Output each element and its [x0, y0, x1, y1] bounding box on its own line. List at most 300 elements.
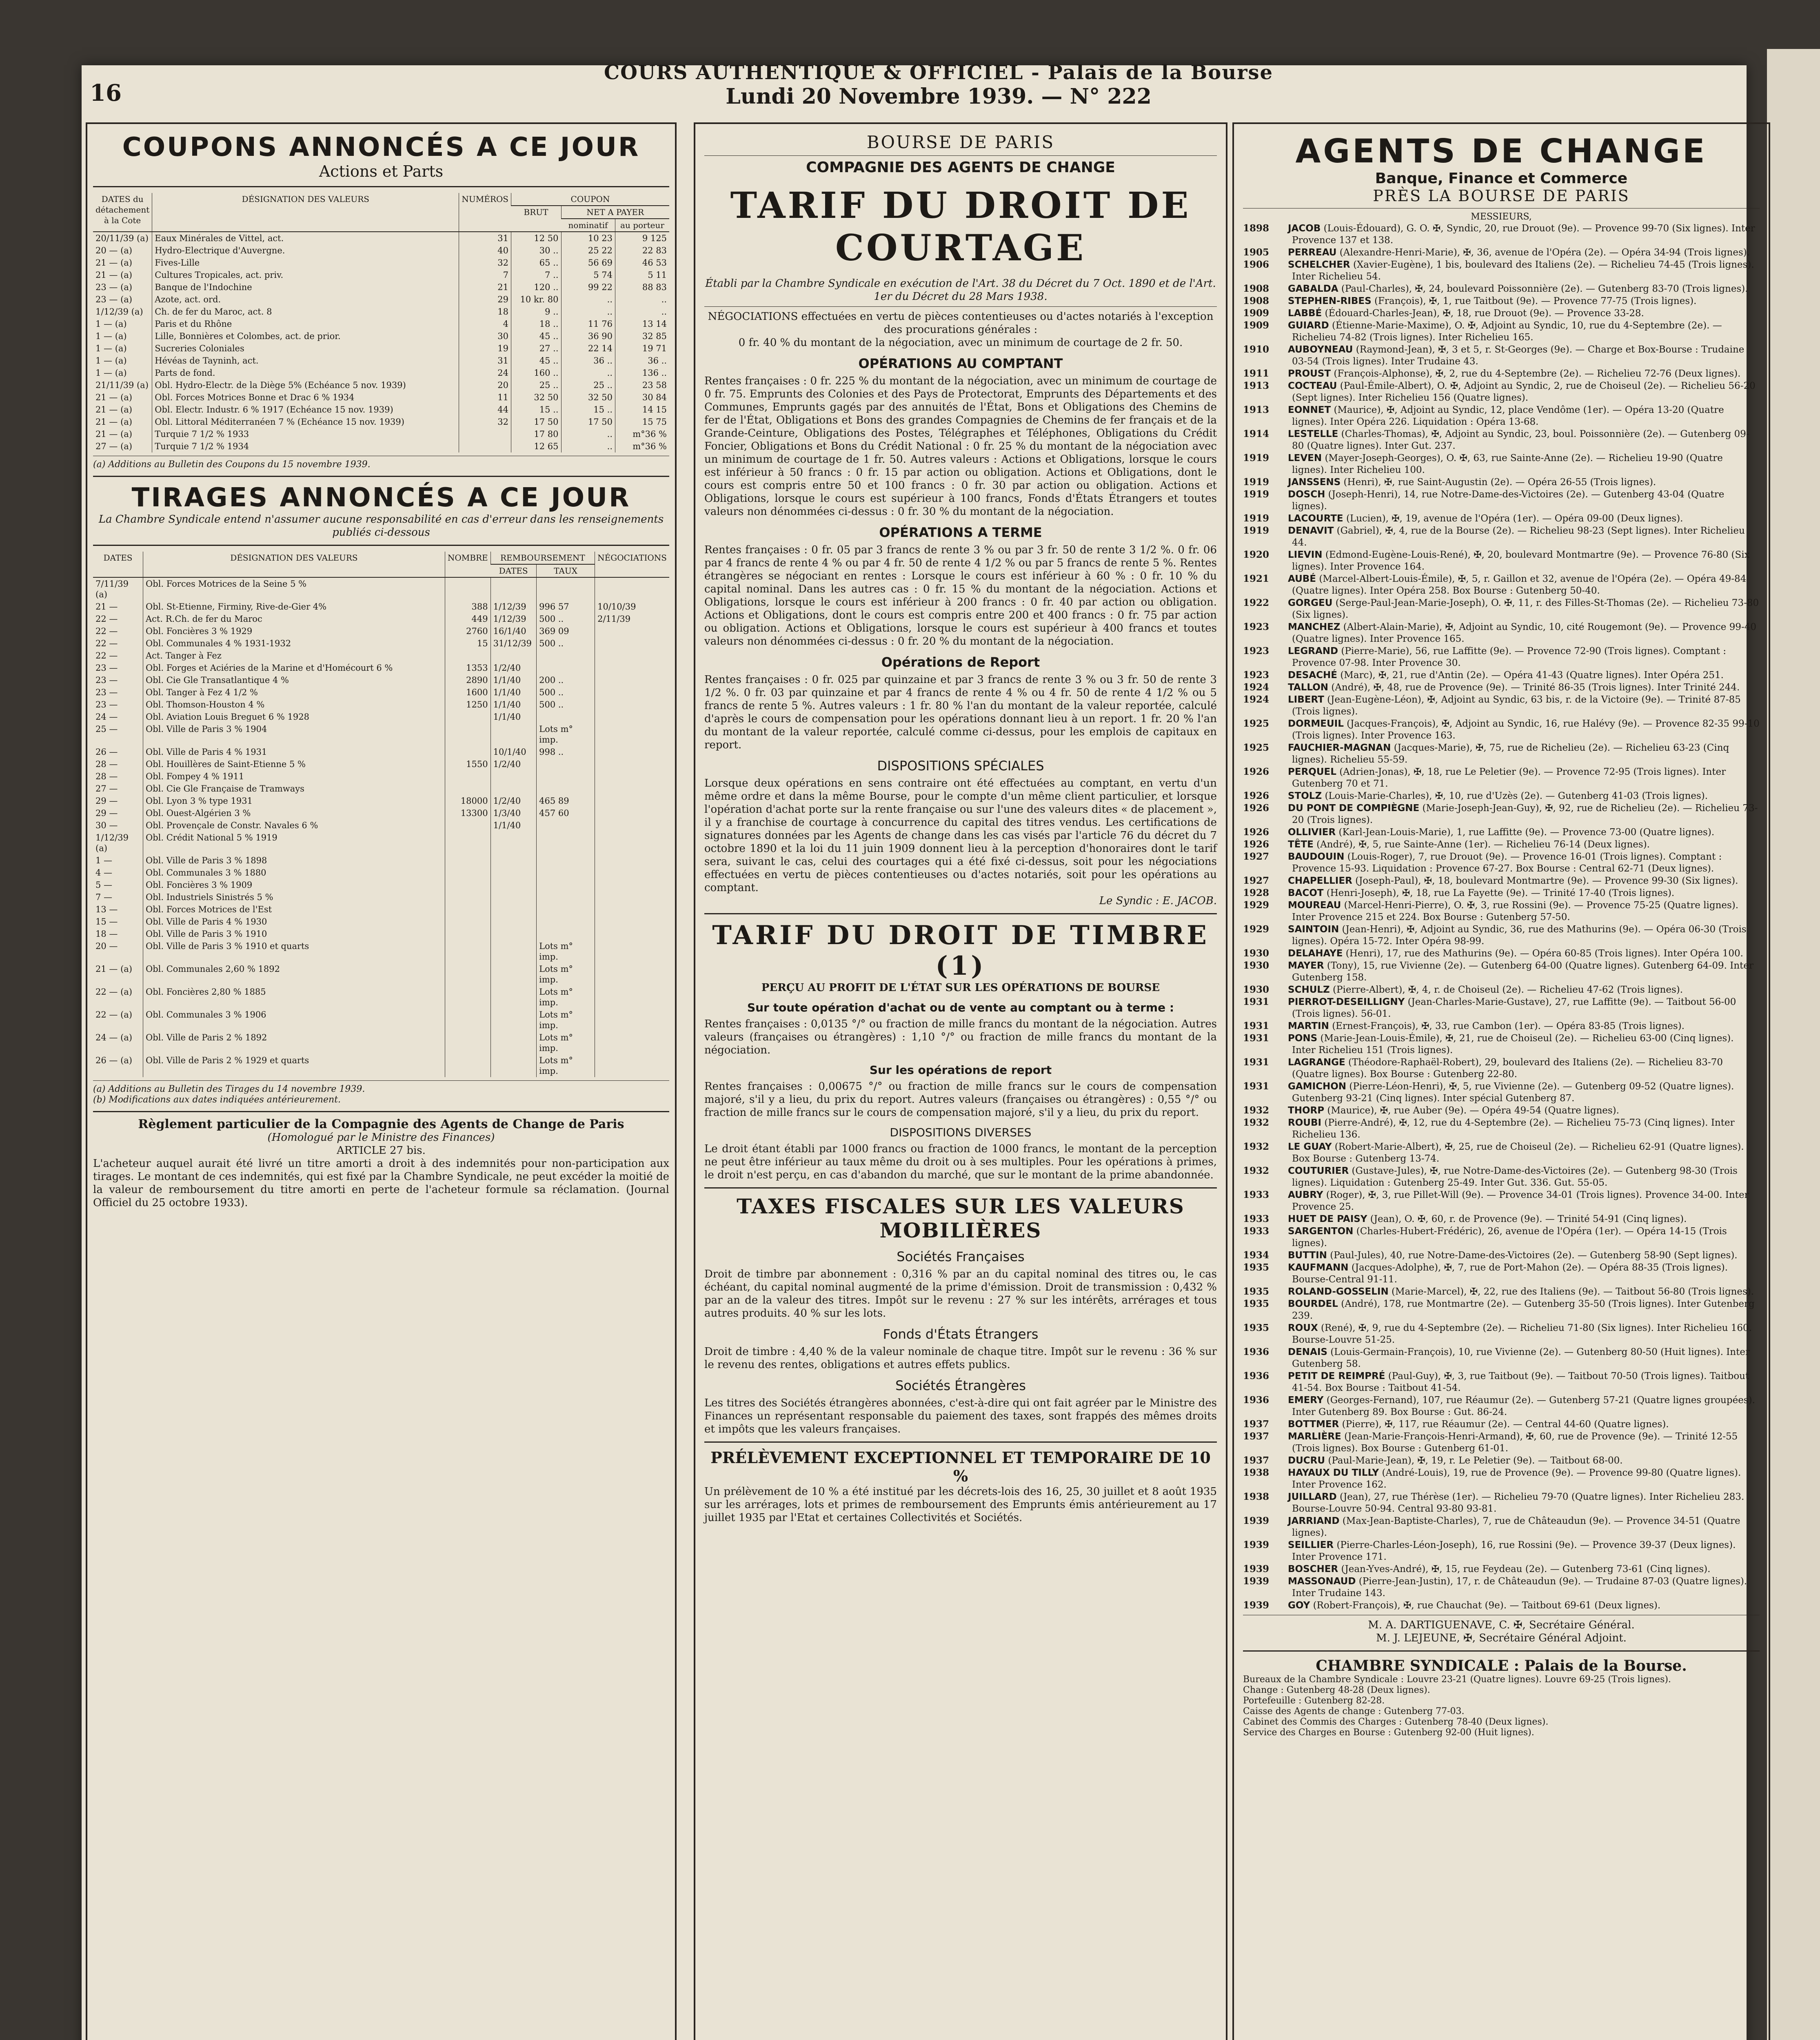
- agent-details: (André-Louis), 19, rue de Provence (9e). — Provence 99-80 (Quatre lignes). Inter Provence 162.: [1292, 1468, 1741, 1490]
- agent-details: (Pierre-André), ✠, 12, rue du 4-Septembre (2e). — Richelieu 75-73 (Cinq lignes). Inter Richelieu 136.: [1292, 1118, 1735, 1140]
- table-cell: [537, 928, 595, 940]
- table-cell: 18 —: [95, 929, 118, 939]
- agent-details: (Charles-Hubert-Frédéric), 26, avenue de l'Opéra (1er). — Opéra 14-15 (Trois lignes).: [1292, 1226, 1727, 1248]
- chambre-line: Portefeuille : Gutenberg 82-28.: [1243, 1696, 1385, 1706]
- table-cell: 25 22: [561, 244, 615, 257]
- table-row: [93, 819, 669, 832]
- agent-year: 1933: [1243, 1226, 1270, 1237]
- agent-details: (François-Alphonse), ✠, 2, rue du 4-Septembre (2e). — Richelieu 72-76 (Deux lignes).: [1334, 368, 1741, 379]
- table-cell: 21: [459, 281, 511, 293]
- table-row: [93, 698, 669, 711]
- agent-name: JACOB: [1288, 223, 1321, 234]
- table-cell: Obl. Electr. Industr. 6 % 1917 (Echéance 15 nov. 1939): [152, 404, 459, 416]
- agent-name: TÊTE: [1288, 839, 1314, 850]
- agents-sub2: PRÈS LA BOURSE DE PARIS: [1373, 187, 1630, 205]
- agent-name: JARRIAND: [1288, 1516, 1340, 1526]
- table-cell: 25 ..: [561, 379, 615, 391]
- agent-details: (Pierre-Charles-Léon-Joseph), 16, rue Rossini (9e). — Provence 39-37 (Deux lignes). Inter Provence 171.: [1292, 1540, 1736, 1562]
- syndic-signature: Le Syndic : E. JACOB.: [1099, 895, 1217, 907]
- table-cell: Hydro-Electrique d'Auvergne.: [152, 244, 459, 257]
- table-cell: [445, 711, 491, 723]
- agent-year: 1931: [1243, 996, 1270, 1007]
- table-cell: Obl. Thomson-Houston 4 %: [143, 698, 445, 711]
- table-cell: 32: [459, 257, 511, 269]
- agent-year: 1930: [1243, 948, 1270, 959]
- list-item: [1243, 1430, 1760, 1455]
- table-row: [93, 637, 669, 650]
- list-item: [1243, 1225, 1760, 1249]
- table-cell: 27 — (a): [95, 441, 132, 451]
- terme-title: OPÉRATIONS A TERME: [879, 525, 1042, 540]
- table-cell: 20 —: [95, 941, 118, 951]
- table-cell: [445, 832, 491, 854]
- table-cell: 16/1/40: [491, 625, 537, 637]
- list-item: [1243, 452, 1760, 476]
- dispositions-text: Lorsque deux opérations en sens contraire ont été effectuées au comptant, en vertu d'un même ordre et dans la même Bourse, pour le compte d'un même client particulier, et lorsque l'opération d'achat porte sur la rente française ou sur l'une des valeurs dites « de placement », il y a franchise de courtage à concurrence du capital des titres vendus. Les certifications de signatures données par les Agents de change dans les cas visés par l'article 76 du décret du 7 octobre 1890 et la loi du 11 juin 1909 donnent lieu à la perception d'honoraires dont le tarif sera, suivant le cas, celui des courtages qui a été fixé ci-dessus, soit pour les négociations effectuées en vertu de pièces contentieuses ou d'actes notariés, soit pour les opérations au comptant.: [704, 777, 1217, 894]
- agent-name: MANCHEZ: [1288, 622, 1341, 632]
- tirages-subtitle: La Chambre Syndicale entend n'assumer aucune responsabilité en cas d'erreur dans les renseignements publiés ci-dessous: [98, 513, 664, 539]
- table-cell: 1/1/40: [491, 674, 537, 686]
- table-cell: [491, 770, 537, 783]
- table-cell: 160 ..: [511, 367, 562, 379]
- agents-sub1: Banque, Finance et Commerce: [1375, 170, 1628, 187]
- tirages-title: TIRAGES ANNONCÉS A CE JOUR: [131, 483, 631, 513]
- table-cell: 7 —: [95, 892, 113, 902]
- table-cell: 15 —: [95, 917, 118, 927]
- table-cell: 1/12/39: [491, 613, 537, 625]
- taxes-etrangers-text: Droit de timbre : 4,40 % de la valeur nominale de chaque titre. Impôt sur le revenu : 36 % sur le revenu des rentes, obligations et autres effets publics.: [704, 1346, 1217, 1371]
- agent-year: 1926: [1243, 803, 1270, 814]
- table-row: [93, 650, 669, 662]
- table-cell: 13300: [445, 807, 491, 819]
- table-row: [93, 257, 669, 269]
- table-cell: [491, 783, 537, 795]
- table-cell: [595, 854, 669, 867]
- agent-year: 1935: [1243, 1322, 1270, 1333]
- table-cell: 13 —: [95, 905, 118, 914]
- table-cell: [595, 686, 669, 698]
- list-item: [1243, 428, 1760, 452]
- agent-year: 1931: [1243, 1057, 1270, 1068]
- agent-name: TALLON: [1288, 682, 1328, 693]
- agent-year: 1924: [1243, 694, 1270, 705]
- table-cell: 1/1/40: [491, 698, 537, 711]
- table-cell: [445, 916, 491, 928]
- secretaire-adjoint: M. J. LEJEUNE, ✠, Secrétaire Général Adjoint.: [1376, 1632, 1627, 1644]
- table-row: [93, 440, 669, 452]
- table-cell: [595, 674, 669, 686]
- agent-year: 1938: [1243, 1467, 1270, 1478]
- table-cell: [595, 758, 669, 770]
- table-cell: 13 14: [615, 318, 670, 330]
- table-cell: Obl. Ville de Paris 2 % 1892: [143, 1031, 445, 1054]
- agent-year: 1919: [1243, 489, 1270, 500]
- agent-name: PERREAU: [1288, 247, 1337, 258]
- table-cell: [491, 650, 537, 662]
- table-cell: 1550: [445, 758, 491, 770]
- table-cell: 23 —: [95, 700, 118, 710]
- agent-name: AUBOYNEAU: [1288, 344, 1353, 355]
- table-cell: [537, 662, 595, 674]
- table-cell: [595, 928, 669, 940]
- agent-year: 1906: [1243, 259, 1270, 270]
- agent-name: ROUX: [1288, 1323, 1318, 1333]
- table-row: [93, 416, 669, 428]
- table-cell: 1 — (a): [95, 319, 127, 329]
- agent-year: 1924: [1243, 682, 1270, 693]
- table-cell: Parts de fond.: [152, 367, 459, 379]
- table-cell: 449: [445, 613, 491, 625]
- table-cell: [491, 940, 537, 963]
- table-cell: 2760: [445, 625, 491, 637]
- tirages-table: [93, 552, 669, 1077]
- table-cell: 19 71: [615, 342, 670, 355]
- table-cell: [445, 986, 491, 1009]
- agent-details: (André), 178, rue Montmartre (2e). — Gutenberg 35-50 (Trois lignes). Inter Gutenberg 239.: [1292, 1299, 1755, 1321]
- list-item: [1243, 742, 1760, 766]
- taxes-francaises-title: Sociétés Françaises: [897, 1249, 1025, 1264]
- table-row: [93, 232, 669, 244]
- table-cell: [445, 928, 491, 940]
- table-row: [93, 391, 669, 404]
- table-cell: 44: [459, 404, 511, 416]
- agent-details: (Marcel-Henri-Pierre), O. ✠, 3, rue Rossini (9e). — Provence 75-25 (Quatre lignes). Inter Provence 215 et 224. Box Bourse : Gutenberg 57-50.: [1292, 900, 1739, 922]
- table-cell: 36 ..: [615, 355, 670, 367]
- table-cell: Obl. Communales 2,60 % 1892: [143, 963, 445, 986]
- table-cell: Obl. Industriels Sinistrés 5 %: [143, 891, 445, 903]
- agent-name: BACOT: [1288, 888, 1324, 898]
- table-cell: [445, 746, 491, 758]
- diverses-text: Le droit étant établi par 1000 francs ou fraction de 1000 francs, le montant de la perception ne peut être inférieur au taux même du droit ou à ses multiples. Pour les opérations à primes, le droit n'est perçu, en cas d'abandon du marché, que sur le montant de la prime abandonnée.: [704, 1143, 1217, 1181]
- table-cell: [595, 698, 669, 711]
- table-cell: [445, 879, 491, 891]
- table-cell: 20/11/39 (a): [95, 233, 149, 243]
- agent-details: (Louis-Édouard), G. O. ✠, Syndic, 20, rue Drouot (9e). — Provence 99-70 (Six lignes). Inter Provence 137 et 138.: [1292, 223, 1755, 246]
- list-item: [1243, 996, 1760, 1020]
- table-cell: 7/11/39 (a): [95, 579, 129, 599]
- table-cell: [537, 854, 595, 867]
- agent-year: 1930: [1243, 960, 1270, 971]
- list-item: [1243, 404, 1760, 428]
- agent-year: 1928: [1243, 887, 1270, 898]
- agent-name: SAINTOIN: [1288, 924, 1339, 935]
- agent-name: PETIT DE REIMPRÉ: [1288, 1371, 1385, 1381]
- table-cell: 10/1/40: [491, 746, 537, 758]
- agent-year: 1935: [1243, 1286, 1270, 1297]
- list-item: [1243, 259, 1760, 283]
- reglement-text: L'acheteur auquel aurait été livré un titre amorti a droit à des indemnités pour non-participation aux tirages. Le montant de ces indemnités, qui est fixé par la Chambre Syndicale, ne peut excéder la moitié de la valeur de remboursement du titre amorti en perte de l'acheteur formule sa réclamation. (Journal Officiel du 25 octobre 1933).: [93, 1157, 669, 1209]
- table-cell: [537, 711, 595, 723]
- courtage-etabli: Établi par la Chambre Syndicale en exécution de l'Art. 38 du Décret du 7 Oct. 1890 et de l'Art. 1er du Décret du 28 Mars 1938.: [705, 277, 1216, 303]
- agent-name: HUET DE PAISY: [1288, 1214, 1367, 1224]
- masthead: [571, 61, 1306, 109]
- timbre-text2: Rentes françaises : 0,00675 °/° ou fraction de mille francs sur le cours de compensation majoré, s'il y a lieu, du prix du report. Autres valeurs (françaises ou étrangères) : 0,55 °/° ou fraction de mille francs sur le cours de compensation majoré, s'il y a lieu, du prix du report.: [704, 1080, 1217, 1119]
- agent-name: THORP: [1288, 1105, 1325, 1116]
- list-item: [1243, 1346, 1760, 1370]
- table-cell: [445, 963, 491, 986]
- comptant-text: Rentes françaises : 0 fr. 225 % du montant de la négociation, avec un minimum de courtage de 0 fr. 75. Emprunts des Colonies et des Pays de Protectorat, Emprunts des Départements et des Communes, Emprunts gagés par des annuités de l'État, Bons et Obligations des Chemins de fer de l'État, Obligations et Bons des grandes Compagnies de Chemins de fer français et de la Grande-Ceinture, Obligations des Postes, Télégraphes et Téléphones, Obligations du Crédit Foncier, Obligations et Bons du Crédit National : 0 fr. 25 % du montant de la négociation avec un minimum de courtage de 1 fr. 50. Autres valeurs : Actions et Obligations, lorsque le cours est inférieur à 50 francs : 0 fr. 15 par action ou obligation. Actions et Obligations, dont le cours est compris entre 50 et 100 francs : 0 fr. 30 par action ou obligation. Actions et Obligations, lorsque le cours est supérieur à 100 francs, Fonds d'États Étrangers et toutes valeurs non dénommées ci-dessus : 0 fr. 30 % du montant de la négociation.: [704, 375, 1217, 518]
- agent-year: 1927: [1243, 851, 1270, 862]
- table-cell: 21 — (a): [95, 392, 132, 402]
- table-cell: [445, 903, 491, 916]
- agent-name: LEVEN: [1288, 453, 1322, 463]
- table-cell: 29 —: [95, 796, 118, 806]
- list-item: [1243, 1394, 1760, 1418]
- table-cell: [445, 650, 491, 662]
- reglement-article: ARTICLE 27 bis.: [337, 1144, 426, 1157]
- list-item: [1243, 512, 1760, 525]
- agent-name: MAYER: [1288, 960, 1324, 971]
- table-cell: [491, 832, 537, 854]
- list-item: [1243, 645, 1760, 669]
- agent-details: (Serge-Paul-Jean-Marie-Joseph), O. ✠, 11, r. des Filles-St-Thomas (2e). — Richelieu 73-80 (Six lignes).: [1292, 598, 1759, 620]
- agent-details: (Karl-Jean-Louis-Marie), 1, rue Laffitte (9e). — Provence 73-00 (Quatre lignes).: [1338, 827, 1715, 838]
- list-item: [1243, 887, 1760, 899]
- table-cell: 21 — (a): [95, 258, 132, 268]
- list-item: [1243, 1141, 1760, 1165]
- table-cell: [445, 854, 491, 867]
- table-cell: 32: [459, 416, 511, 428]
- table-cell: [537, 867, 595, 879]
- list-item: [1243, 573, 1760, 597]
- table-cell: [595, 711, 669, 723]
- table-cell: [595, 867, 669, 879]
- agent-year: 1938: [1243, 1491, 1270, 1502]
- list-item: [1243, 1080, 1760, 1104]
- table-cell: 1/12/39: [491, 601, 537, 613]
- list-item: [1243, 1104, 1760, 1117]
- table-row: [93, 746, 669, 758]
- list-item: [1243, 1032, 1760, 1056]
- agent-details: (Mayer-Joseph-Georges), O. ✠, 63, rue Sainte-Anne (2e). — Richelieu 19-90 (Quatre lignes). Inter Richelieu 100.: [1292, 453, 1723, 475]
- agents-column: [1232, 122, 1770, 2040]
- list-item: [1243, 681, 1760, 694]
- table-cell: [491, 986, 537, 1009]
- agent-year: 1913: [1243, 380, 1270, 391]
- table-row: [93, 903, 669, 916]
- table-cell: 1/3/40: [491, 807, 537, 819]
- table-cell: 21 — (a): [95, 964, 132, 974]
- agent-details: (André), ✠, 48, rue de Provence (9e). — Trinité 86-35 (Trois lignes). Inter Trinité 244.: [1331, 682, 1740, 693]
- agent-details: (Paul-Émile-Albert), O. ✠, Adjoint au Syndic, 2, rue de Choiseul (2e). — Richelieu 56-20 (Sept lignes). Inter Richelieu 156 (Quatre lignes).: [1292, 381, 1756, 403]
- table-cell: ..: [561, 428, 615, 440]
- agent-year: 1939: [1243, 1576, 1270, 1587]
- agent-name: BAUDOUIN: [1288, 851, 1345, 862]
- table-cell: [595, 746, 669, 758]
- agent-year: 1905: [1243, 247, 1270, 258]
- table-cell: Obl. Foncières 3 % 1929: [143, 625, 445, 637]
- agent-name: LE GUAY: [1288, 1142, 1332, 1152]
- reglement-title: Règlement particulier de la Compagnie des Agents de Change de Paris: [138, 1117, 624, 1131]
- table-cell: 1 — (a): [95, 368, 127, 378]
- table-cell: 24: [459, 367, 511, 379]
- agent-name: FAUCHIER-MAGNAN: [1288, 743, 1391, 753]
- table-cell: [491, 879, 537, 891]
- agent-details: (Pierre-Albert), ✠, 4, r. de Choiseul (2e). — Richelieu 47-62 (Trois lignes).: [1333, 985, 1683, 995]
- table-cell: 369 09: [537, 625, 595, 637]
- table-cell: [445, 891, 491, 903]
- table-cell: 24 —: [95, 712, 118, 722]
- table-cell: [537, 577, 595, 601]
- chambre-line: Bureaux de la Chambre Syndicale : Louvre 23-21 (Quatre lignes). Louvre 69-25 (Trois lignes).: [1243, 1674, 1671, 1685]
- agent-name: LACOURTE: [1288, 513, 1343, 524]
- agent-name: GUIARD: [1288, 320, 1329, 331]
- table-row: [93, 891, 669, 903]
- agent-year: 1937: [1243, 1455, 1270, 1466]
- coupons-title: COUPONS ANNONCÉS A CE JOUR: [122, 132, 640, 162]
- agent-details: (Louis-Germain-François), 10, rue Vivienne (2e). — Gutenberg 80-50 (Huit lignes). Inter Gutenberg 58.: [1292, 1347, 1750, 1369]
- agent-name: LEGRAND: [1288, 646, 1338, 656]
- table-cell: 1600: [445, 686, 491, 698]
- agent-year: 1937: [1243, 1431, 1270, 1442]
- table-cell: Obl. Cie Gle Transatlantique 4 %: [143, 674, 445, 686]
- table-cell: 32 85: [615, 330, 670, 342]
- list-item: [1243, 1467, 1760, 1491]
- agents-list: [1243, 222, 1760, 1612]
- tarifs-column: [694, 122, 1227, 2040]
- table-cell: [445, 819, 491, 832]
- table-cell: Act. Tanger à Fez: [143, 650, 445, 662]
- table-cell: 7: [459, 269, 511, 281]
- table-cell: 26 —: [95, 747, 118, 757]
- table-cell: 30 84: [615, 391, 670, 404]
- table-cell: 19: [459, 342, 511, 355]
- table-row: [93, 281, 669, 293]
- agent-year: 1919: [1243, 452, 1270, 463]
- agent-name: LIEVIN: [1288, 550, 1323, 560]
- agent-year: 1935: [1243, 1298, 1270, 1309]
- table-row: [93, 963, 669, 986]
- chambre-title: CHAMBRE SYNDICALE : Palais de la Bourse.: [1316, 1657, 1687, 1674]
- list-item: [1243, 525, 1760, 549]
- taxes-etrangers-title: Fonds d'États Étrangers: [883, 1326, 1039, 1342]
- table-cell: 22 —: [95, 626, 118, 636]
- tirages-note-b: (b) Modifications aux dates indiquées antérieurement.: [93, 1095, 341, 1105]
- table-cell: Obl. Foncières 2,80 % 1885: [143, 986, 445, 1009]
- list-item: [1243, 222, 1760, 246]
- agent-year: 1926: [1243, 790, 1270, 801]
- list-item: [1243, 1370, 1760, 1394]
- table-cell: 18000: [445, 795, 491, 807]
- table-cell: 21 — (a): [95, 405, 132, 415]
- list-item: [1243, 790, 1760, 802]
- table-cell: Obl. Cie Gle Française de Tramways: [143, 783, 445, 795]
- table-row: [93, 577, 669, 601]
- table-cell: Obl. Ouest-Algérien 3 %: [143, 807, 445, 819]
- table-cell: 20 — (a): [95, 246, 132, 255]
- table-cell: 120 ..: [511, 281, 562, 293]
- agent-name: DENAVIT: [1288, 526, 1334, 536]
- table-cell: 21 — (a): [95, 417, 132, 427]
- agent-details: (Lucien), ✠, 19, avenue de l'Opéra (1er). — Opéra 09-00 (Deux lignes).: [1346, 513, 1683, 524]
- chambre-line: Service des Charges en Bourse : Gutenberg 92-00 (Huit lignes).: [1243, 1727, 1534, 1738]
- table-cell: 998 ..: [537, 746, 595, 758]
- agent-name: EONNET: [1288, 405, 1331, 415]
- table-cell: 31/12/39: [491, 637, 537, 650]
- table-cell: Act. R.Ch. de fer du Maroc: [143, 613, 445, 625]
- agent-details: (Marie-Jean-Louis-Émile), ✠, 21, rue de Choiseul (2e). — Richelieu 63-00 (Cinq lignes). Inter Richelieu 151 (Trois lignes).: [1292, 1033, 1734, 1055]
- list-item: [1243, 1249, 1760, 1262]
- coupons-table: [93, 193, 669, 452]
- table-cell: Obl. Littoral Méditerranéen 7 % (Echéance 15 nov. 1939): [152, 416, 459, 428]
- agent-year: 1925: [1243, 718, 1270, 729]
- agent-name: DUCRU: [1288, 1455, 1325, 1466]
- table-row: [93, 1031, 669, 1054]
- table-cell: [491, 577, 537, 601]
- table-cell: 1/2/40: [491, 795, 537, 807]
- timbre-subtitle: PERÇU AU PROFIT DE L'ÉTAT SUR LES OPÉRATIONS DE BOURSE: [761, 982, 1160, 994]
- list-item: [1243, 1056, 1760, 1080]
- tirages-note-a: (a) Additions au Bulletin des Tirages du 14 novembre 1939.: [93, 1084, 365, 1094]
- timbre-text1: Rentes françaises : 0,0135 °/° ou fraction de mille francs du montant de la négociation. Autres valeurs (françaises ou étrangères) : 1,10 °/° ou fraction de mille francs du montant de la négociation.: [704, 1018, 1217, 1056]
- taxes-francaises-text: Droit de timbre par abonnement : 0,316 % par an du capital nominal des titres ou, le cas échéant, du capital nominal augmenté de la prime d'émission. Droit de transmission : 0,432 % par an de la valeur des titres. Impôt sur le revenu : 27 % sur les intérêts, arrérages et tous autres produits. 40 % sur les lots.: [704, 1268, 1217, 1319]
- list-item: [1243, 923, 1760, 947]
- table-cell: Obl. Forces Motrices Bonne et Drac 6 % 1934: [152, 391, 459, 404]
- chambre-line: Cabinet des Commis des Charges : Gutenberg 78-40 (Deux lignes).: [1243, 1717, 1549, 1727]
- col-header: DÉSIGNATION DES VALEURS: [143, 552, 445, 577]
- list-item: [1243, 1213, 1760, 1225]
- agent-name: MASSONAUD: [1288, 1576, 1356, 1587]
- agent-year: 1922: [1243, 597, 1270, 608]
- agent-name: STEPHEN-RIBES: [1288, 296, 1372, 306]
- agent-name: JANSSENS: [1288, 477, 1341, 488]
- table-cell: Obl. Foncières 3 % 1909: [143, 879, 445, 891]
- agent-year: 1923: [1243, 621, 1270, 632]
- table-cell: 25 ..: [511, 379, 562, 391]
- list-item: [1243, 838, 1760, 851]
- table-cell: 14 15: [615, 404, 670, 416]
- agents-title: AGENTS DE CHANGE: [1295, 132, 1707, 170]
- table-cell: [595, 916, 669, 928]
- list-item: [1243, 802, 1760, 826]
- list-item: [1243, 960, 1760, 984]
- agent-year: 1926: [1243, 839, 1270, 850]
- table-cell: 15 ..: [561, 404, 615, 416]
- table-cell: 996 57: [537, 601, 595, 613]
- table-cell: 2/11/39: [595, 613, 669, 625]
- table-cell: [491, 928, 537, 940]
- table-cell: 10 23: [561, 232, 615, 244]
- agent-name: SCHULZ: [1288, 985, 1330, 995]
- agent-year: 1923: [1243, 645, 1270, 656]
- list-item: [1243, 1165, 1760, 1189]
- table-cell: [595, 1031, 669, 1054]
- taxes-title: TAXES FISCALES SUR LES VALEURS MOBILIÈRES: [737, 1194, 1185, 1242]
- table-cell: Ch. de fer du Maroc, act. 8: [152, 306, 459, 318]
- table-cell: 21 —: [95, 602, 118, 612]
- agent-details: (Jean), 27, rue Thérèse (1er). — Richelieu 79-70 (Quatre lignes). Inter Richelieu 283. Bourse-Louvre 50-94. Central 93-80 93-81.: [1292, 1492, 1745, 1514]
- table-row: [93, 355, 669, 367]
- table-cell: Obl. Houillères de Saint-Etienne 5 %: [143, 758, 445, 770]
- report-title: Opérations de Report: [881, 654, 1040, 670]
- agent-name: COUTURIER: [1288, 1166, 1349, 1176]
- col-header: DÉSIGNATION DES VALEURS: [152, 193, 459, 232]
- table-row: [93, 330, 669, 342]
- table-cell: Fives-Lille: [152, 257, 459, 269]
- page-number: 16: [90, 80, 122, 106]
- table-cell: Obl. Communales 4 % 1931-1932: [143, 637, 445, 650]
- table-cell: [537, 832, 595, 854]
- table-cell: 11 76: [561, 318, 615, 330]
- list-item: [1243, 1020, 1760, 1032]
- agent-details: (Jean-Henri), ✠, Adjoint au Syndic, 36, rue des Mathurins (9e). — Opéra 06-30 (Trois lignes). Opéra 15-72. Inter Opéra 98-99.: [1292, 924, 1747, 947]
- table-cell: 30: [459, 330, 511, 342]
- table-cell: Obl. Forges et Aciéries de la Marine et d'Homécourt 6 %: [143, 662, 445, 674]
- table-cell: Lots m° imp.: [537, 1031, 595, 1054]
- table-cell: Obl. Crédit National 5 % 1919: [143, 832, 445, 854]
- list-item: [1243, 984, 1760, 996]
- table-row: [93, 379, 669, 391]
